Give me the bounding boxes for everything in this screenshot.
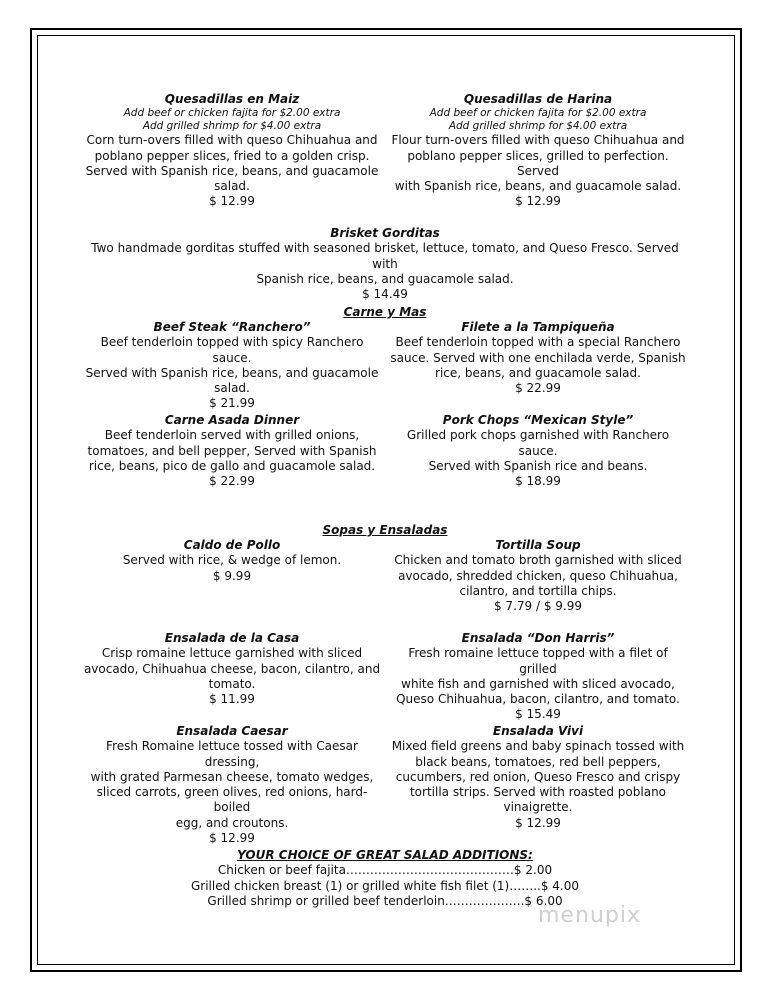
item-desc-line: Served with Spanish rice, beans, and guacamole	[85, 163, 379, 178]
item-desc-line: rice, beans, pico de gallo and guacamole salad.	[88, 458, 376, 473]
menu-item-quesadillas-maiz	[82, 92, 382, 210]
item-desc-line: Flour turn-overs filled with queso Chihuahua and	[391, 133, 685, 148]
item-desc-line: avocado, shredded chicken, queso Chihuahua,	[398, 568, 678, 583]
menu-item-caldo-de-pollo	[82, 538, 382, 584]
item-desc-line: Fresh Romaine lettuce tossed with Caesar dressing,	[106, 739, 358, 769]
menupix-watermark: menupix	[538, 903, 641, 928]
item-desc-line: cucumbers, red onion, Queso Fresco and crispy	[395, 769, 681, 784]
item-desc-line: sliced carrots, green olives, red onions, hard-boiled	[96, 785, 368, 815]
menu-item-carne-asada	[82, 413, 382, 489]
item-name: Ensalada Vivi	[492, 724, 584, 738]
item-desc-line: white fish and garnished with sliced avocado,	[401, 676, 675, 691]
item-desc-line: Spanish rice, beans, and guacamole salad.	[256, 271, 514, 286]
item-desc-line: with grated Parmesan cheese, tomato wedges,	[90, 769, 374, 784]
item-name: Brisket Gorditas	[330, 226, 440, 240]
item-price: $ 12.99	[209, 194, 255, 209]
item-name: Quesadillas de Harina	[463, 92, 613, 106]
item-note: Add beef or chicken fajita for $2.00 extra	[123, 107, 341, 120]
item-desc-line: Fresh romaine lettuce topped with a filet of grilled	[408, 646, 668, 676]
menu-item-pork-chops	[388, 413, 688, 489]
item-name: Beef Steak “Ranchero”	[153, 320, 311, 334]
item-price: $ 22.99	[515, 381, 561, 396]
section-carne-y-mas: Carne y Mas	[343, 305, 427, 319]
item-price: $ 9.99	[212, 568, 252, 583]
item-desc-line: Served with Spanish rice, beans, and guacamole	[85, 365, 379, 380]
item-name: Filete a la Tampiqueña	[461, 320, 615, 334]
item-desc-line: sauce. Served with one enchilada verde, Spanish	[390, 350, 686, 365]
item-name: Ensalada Caesar	[176, 724, 288, 738]
item-desc-line: Chicken and tomato broth garnished with sliced	[394, 553, 682, 568]
item-desc-line: tortilla strips. Served with roasted poblano	[409, 785, 667, 800]
item-desc-line: avocado, Chihuahua cheese, bacon, cilantro, and	[83, 661, 381, 676]
section-sopas-y-ensaladas: Sopas y Ensaladas	[322, 523, 448, 537]
item-price: $ 22.99	[209, 474, 255, 489]
item-note: Add grilled shrimp for $4.00 extra	[142, 120, 322, 133]
item-desc-line: tomatoes, and bell pepper, Served with Spanish	[87, 443, 377, 458]
item-desc-line: salad.	[214, 381, 250, 396]
item-name: Caldo de Pollo	[183, 538, 281, 552]
item-desc-line: poblano pepper slices, fried to a golden crisp.	[94, 148, 370, 163]
item-desc-line: Mixed field greens and baby spinach tossed with	[391, 739, 685, 754]
item-desc-line: egg, and croutons.	[175, 815, 289, 830]
salad-additions-header: YOUR CHOICE OF GREAT SALAD ADDITIONS:	[237, 848, 533, 862]
menu-item-ensalada-casa	[82, 631, 382, 707]
salad-addition-line: Grilled shrimp or grilled beef tenderloin………………..$ 6.00	[207, 893, 563, 908]
menu-item-ensalada-don-harris	[388, 631, 688, 723]
item-price: $ 12.99	[209, 831, 255, 846]
salad-addition-line: Chicken or beef fajita……………………………………$ 2.00	[217, 863, 553, 878]
item-price: $ 18.99	[515, 474, 561, 489]
item-desc-line: tomato.	[208, 676, 256, 691]
item-price: $ 7.79 / $ 9.99	[493, 599, 582, 614]
item-desc-line: vinaigrette.	[503, 800, 573, 815]
item-desc-line: salad.	[214, 179, 250, 194]
item-name: Carne Asada Dinner	[164, 413, 300, 427]
item-price: $ 12.99	[515, 815, 561, 830]
item-desc-line: Served with Spanish rice and beans.	[428, 458, 648, 473]
item-desc-line: Crisp romaine lettuce garnished with sliced	[101, 646, 363, 661]
item-desc-line: Beef tenderloin served with grilled onions,	[104, 428, 360, 443]
item-price: $ 15.49	[515, 707, 561, 722]
item-desc-line: black beans, tomatoes, red bell peppers,	[415, 754, 661, 769]
item-name: Ensalada “Don Harris”	[461, 631, 615, 645]
item-desc-line: cilantro, and tortilla chips.	[459, 583, 617, 598]
item-desc-line: Queso Chihuahua, bacon, cilantro, and tomato.	[396, 692, 680, 707]
item-note: Add beef or chicken fajita for $2.00 extra	[429, 107, 647, 120]
item-desc-line: rice, beans, and guacamole salad.	[435, 365, 641, 380]
item-desc-line: with Spanish rice, beans, and guacamole salad.	[394, 179, 682, 194]
item-desc-line: Two handmade gorditas stuffed with seasoned brisket, lettuce, tomato, and Queso Fresco. Served with	[91, 241, 679, 271]
item-price: $ 14.49	[362, 287, 408, 302]
item-desc-line: Served with rice, & wedge of lemon.	[122, 553, 342, 568]
item-price: $ 21.99	[209, 396, 255, 411]
salad-additions	[82, 848, 688, 909]
item-name: Quesadillas en Maiz	[164, 92, 300, 106]
item-desc-line: Beef tenderloin topped with a special Ranchero	[395, 335, 681, 350]
menu-item-ensalada-vivi	[388, 724, 688, 831]
item-name: Tortilla Soup	[495, 538, 581, 552]
item-desc-line: Grilled pork chops garnished with Ranchero sauce.	[406, 428, 670, 458]
item-name: Pork Chops “Mexican Style”	[442, 413, 634, 427]
item-desc-line: poblano pepper slices, grilled to perfection. Served	[407, 148, 669, 178]
menu-item-beef-steak-ranchero	[82, 320, 382, 412]
menu-item-filete-tampiquena	[388, 320, 688, 396]
item-note: Add grilled shrimp for $4.00 extra	[448, 120, 628, 133]
item-price: $ 11.99	[209, 692, 255, 707]
item-desc-line: Beef tenderloin topped with spicy Ranchero sauce.	[100, 335, 364, 365]
item-desc-line: Corn turn-overs filled with queso Chihuahua and	[86, 133, 378, 148]
salad-addition-line: Grilled chicken breast (1) or grilled white fish filet (1)……..$ 4.00	[190, 878, 580, 893]
item-price: $ 12.99	[515, 194, 561, 209]
menu-item-brisket-gorditas	[82, 226, 688, 302]
menu-item-tortilla-soup	[388, 538, 688, 614]
menu-item-quesadillas-harina	[388, 92, 688, 210]
menu-item-ensalada-caesar	[82, 724, 382, 846]
item-name: Ensalada de la Casa	[164, 631, 300, 645]
